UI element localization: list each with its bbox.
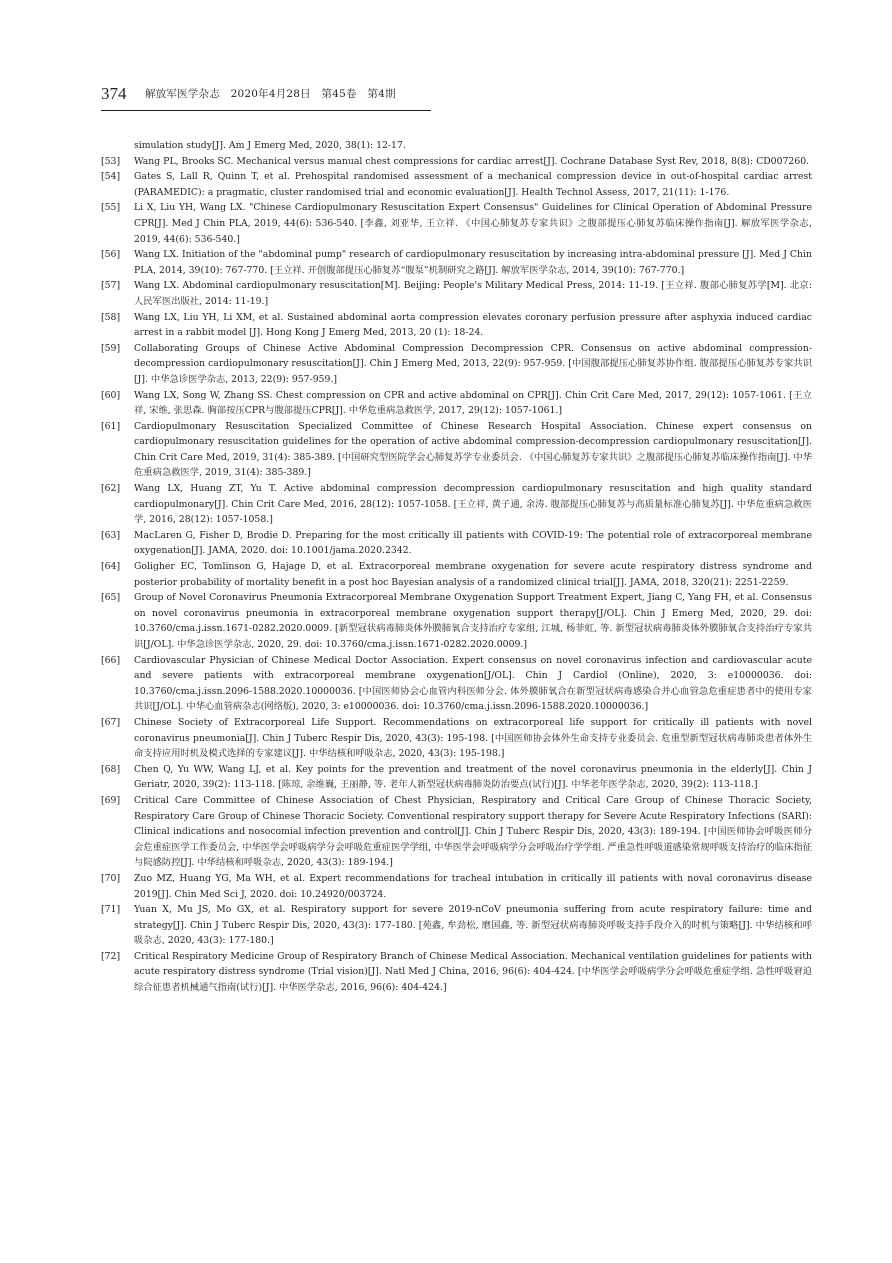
reference-text: MacLaren G, Fisher D, Brodie D. Preparing for the most critically ill patients with COVID-19: The potential role of extracorporeal membrane oxygenation[J]. JAMA, 2020. doi: 10.1001/jama.2020.2342. xyxy=(134,529,812,557)
reference-text: Group of Novel Coronavirus Pneumonia Extracorporeal Membrane Oxygenation Support Treatment Expert, Jiang C, Yang FH, et al. Consensus on novel coronavirus pneumonia in extracorporeal membrane oxygenation support therapy[J/OL]. Chin J Emerg Med, 2020, 29. doi: 10.3760/cma.j.issn.1671-0282.2020.0009. [新型冠状病毒肺炎体外膜肺氧合支持治疗专家组, 江城, 杨菲虹, 等. 新型冠状病毒肺炎体外膜肺氧合支持治疗专家共识[J/OL]. 中华急诊医学杂志, 2020, 29. doi: 10.3760/cma.j.issn.1671-0282.2020.0009.] xyxy=(134,592,812,650)
reference-number: [60] xyxy=(101,389,121,401)
reference-text: Wang LX, Liu YH, Li XM, et al. Sustained abdominal aorta compression elevates coronary perfusion pressure after asphyxia induced cardiac arrest in a rabbit model [J]. Hong Kong J Emerg Med, 2013, 20 (1): 18-24. xyxy=(134,311,812,339)
reference-item xyxy=(101,762,812,793)
reference-item xyxy=(101,247,812,278)
reference-number: [58] xyxy=(101,311,121,323)
running-header xyxy=(101,84,431,111)
reference-text: Wang PL, Brooks SC. Mechanical versus manual chest compressions for cardiac arrest[J]. Cochrane Database Syst Rev, 2018, 8(8): CD007260. xyxy=(134,155,810,167)
page-number: 374 xyxy=(101,84,127,103)
reference-text: Yuan X, Mu JS, Mo GX, et al. Respiratory support for severe 2019-nCoV pneumonia suffering from acute respiratory failure: time and strategy[J]. Chin J Tuberc Respir Dis, 2020, 43(3): 177-180. [苑鑫, 牟劲松, 磨国鑫, 等. 新型冠状病毒肺炎呼吸支持手段介入的时机与策略[J]. 中华结核和呼吸杂志, 2020, 43(3): 177-180.] xyxy=(134,904,812,947)
reference-item xyxy=(101,154,812,170)
reference-text: Cardiopulmonary Resuscitation Specialized Committee of Chinese Research Hospital Association. Chinese expert consensus on cardiopulmonary resuscitation guidelines for the operation of active abdominal compression-decompression cardiopulmonary resuscitation[J]. Chin Crit Care Med, 2019, 31(4): 385-389. [中国研究型医院学会心肺复苏学专业委员会. 《中国心肺复苏专家共识》之腹部提压心肺复苏临床操作指南[J]. 中华危重病急救医学, 2019, 31(4): 385-389.] xyxy=(134,420,812,479)
reference-item xyxy=(101,793,812,871)
reference-text: simulation study[J]. Am J Emerg Med, 2020, 38(1): 12-17. xyxy=(134,140,406,151)
reference-text: Zuo MZ, Huang YG, Ma WH, et al. Expert recommendations for tracheal intubation in critically ill patients with noval coronavirus disease 2019[J]. Chin Med Sci J, 2020. doi: 10.24920/003724. xyxy=(134,872,812,900)
reference-text: Cardiovascular Physician of Chinese Medical Doctor Association. Expert consensus on novel coronavirus infection and cardiovascular acute and severe patients with extracorporeal membrane oxygenation[J/OL]. Chin J Cardiol (Online), 2020, 3: e10000036. doi: 10.3760/cma.j.issn.2096-1588.2020.10000036. [中国医师协会心血管内科医师分会. 体外膜肺氧合在新型冠状病毒感染合并心血管急危重症患者中的使用专家共识[J/OL]. 中华心血管病杂志(网络版), 2020, 3: e10000036. doi: 10.3760/cma.j.issn.2096-1588.2020.10000036.] xyxy=(134,654,812,713)
reference-text: Critical Care Committee of Chinese Association of Chest Physician, Respiratory and Critical Care Group of Chinese Thoracic Society, Respiratory Care Group of Chinese Thoracic Society. Conventional respiratory support therapy for Severe Acute Respiratory Infections (SARI): Clinical indications and nosocomial infection prevention and control[J]. Chin J Tuberc Respir Dis, 2020, 43(3): 189-194. [中国医师协会呼吸医师分会危重症医学工作委员会, 中华医学会呼吸病学分会呼吸危重症医学学组, 中华医学会呼吸病学分会呼吸治疗学学组. 严重急性呼吸道感染常规呼吸支持治疗的临床指征与院感防控[J]. 中华结核和呼吸杂志, 2020, 43(3): 189-194.] xyxy=(134,794,812,869)
reference-item xyxy=(101,341,812,388)
reference-text: Goligher EC, Tomlinson G, Hajage D, et al. Extracorporeal membrane oxygenation for severe acute respiratory distress syndrome and posterior probability of mortality benefit in a post hoc Bayesian analysis of a randomized clinical trial[J]. JAMA, 2018, 320(21): 2251-2259. xyxy=(134,561,812,588)
journal-info: 解放军医学杂志 2020年4月28日 第45卷 第4期 xyxy=(145,88,396,100)
reference-number: [71] xyxy=(101,904,121,916)
reference-item xyxy=(101,200,812,247)
reference-number: [57] xyxy=(101,280,121,292)
reference-number: [63] xyxy=(101,529,121,541)
reference-text: Chinese Society of Extracorporeal Life Support. Recommendations on extracorporeal life support for critically ill patients with novel coronavirus pneumonia[J]. Chin J Tuberc Respir Dis, 2020, 43(3): 195-198. [中国医师协会体外生命支持专业委员会. 危重型新型冠状病毒肺炎患者体外生命支持应用时机及模式选择的专家建议[J]. 中华结核和呼吸杂志, 2020, 43(3): 195-198.] xyxy=(134,716,812,760)
reference-item xyxy=(101,169,812,200)
reference-item xyxy=(101,278,812,309)
reference-item xyxy=(101,949,812,996)
reference-item xyxy=(101,138,812,154)
reference-number: [54] xyxy=(101,171,121,183)
reference-item xyxy=(101,419,812,481)
reference-text: Wang LX, Song W, Zhang SS. Chest compression on CPR and active abdominal on CPR[J]. Chin Crit Care Med, 2017, 29(12): 1057-1061. [王立祥, 宋维, 张思森. 胸部按压CPR与腹部提压CPR[J]. 中华危重病急救医学, 2017, 29(12): 1057-1061.] xyxy=(134,389,812,417)
reference-text: Wang LX. Abdominal cardiopulmonary resuscitation[M]. Beijing: People's Military Medical Press, 2014: 11-19. [王立祥. 腹部心肺复苏学[M]. 北京: 人民军医出版社, 2014: 11-19.] xyxy=(134,280,812,307)
reference-number: [55] xyxy=(101,202,121,214)
reference-text: Li X, Liu YH, Wang LX. "Chinese Cardiopulmonary Resuscitation Expert Consensus" Guidelines for Clinical Operation of Abdominal Pressure CPR[J]. Med J Chin PLA, 2019, 44(6): 536-540. [李鑫, 刘亚华, 王立祥. 《中国心肺复苏专家共识》之腹部提压心肺复苏临床操作指南[J]. 解放军医学杂志, 2019, 44(6): 536-540.] xyxy=(134,202,812,245)
reference-item xyxy=(101,715,812,762)
reference-item xyxy=(101,590,812,652)
reference-number: [66] xyxy=(101,654,121,666)
reference-text: Wang LX. Initiation of the "abdominal pump" research of cardiopulmonary resuscitation by increasing intra-abdominal pressure [J]. Med J Chin PLA, 2014, 39(10): 767-770. [王立祥. 开创腹部提压心肺复苏“腹泵”机制研究之路[J]. 解放军医学杂志, 2014, 39(10): 767-770.] xyxy=(134,249,812,276)
reference-item xyxy=(101,902,812,949)
reference-number: [65] xyxy=(101,592,121,604)
reference-item xyxy=(101,559,812,590)
reference-text: Chen Q, Yu WW, Wang LJ, et al. Key points for the prevention and treatment of the novel coronavirus pneumonia in the elderly[J]. Chin J Geriatr, 2020, 39(2): 113-118. [陈琼, 余维巍, 王丽静, 等. 老年人新型冠状病毒肺炎防治要点(试行)[J]. 中华老年医学杂志, 2020, 39(2): 113-118.] xyxy=(134,763,812,791)
reference-item xyxy=(101,310,812,341)
reference-number: [59] xyxy=(101,342,121,354)
reference-text: Gates S, Lall R, Quinn T, et al. Prehospital randomised assessment of a mechanical compression device in out-of-hospital cardiac arrest (PARAMEDIC): a pragmatic, cluster randomised trial and economic evaluation[J]. Health Technol Assess, 2017, 21(11): 1-176. xyxy=(134,171,812,198)
reference-item xyxy=(101,653,812,715)
reference-number: [56] xyxy=(101,249,121,261)
reference-text: Collaborating Groups of Chinese Active Abdominal Compression Decompression CPR. Consensus on active abdominal compression-decompression cardiopulmonary resuscitation[J]. Chin J Emerg Med, 2013, 22(9): 957-959. [中国腹部提压心肺复苏协作组. 腹部提压心肺复苏专家共识[J]. 中华急诊医学杂志, 2013, 22(9): 957-959.] xyxy=(134,342,812,385)
reference-number: [61] xyxy=(101,420,121,432)
reference-number: [53] xyxy=(101,155,121,167)
reference-number: [72] xyxy=(101,950,121,962)
reference-number: [67] xyxy=(101,716,121,728)
reference-number: [69] xyxy=(101,794,121,806)
reference-item xyxy=(101,481,812,528)
reference-list xyxy=(101,138,812,996)
reference-item xyxy=(101,388,812,419)
reference-text: Wang LX, Huang ZT, Yu T. Active abdominal compression decompression cardiopulmonary resuscitation and high quality standard cardiopulmonary[J]. Chin Crit Care Med, 2016, 28(12): 1057-1058. [王立祥, 黄子通, 余涛. 腹部提压心肺复苏与高质量标准心肺复苏[J]. 中华危重病急救医学, 2016, 28(12): 1057-1058.] xyxy=(134,483,812,526)
reference-number: [68] xyxy=(101,763,121,775)
reference-number: [64] xyxy=(101,561,121,573)
reference-text: Critical Respiratory Medicine Group of Respiratory Branch of Chinese Medical Association. Mechanical ventilation guidelines for patients with acute respiratory distress syndrome (Trial vision)[J]. Natl Med J China, 2016, 96(6): 404-424. [中华医学会呼吸病学分会呼吸危重症学组. 急性呼吸窘迫综合征患者机械通气指南(试行)[J]. 中华医学杂志, 2016, 96(6): 404-424.] xyxy=(134,950,812,994)
reference-item xyxy=(101,528,812,559)
reference-number: [70] xyxy=(101,872,121,884)
reference-number: [62] xyxy=(101,483,121,495)
reference-item xyxy=(101,871,812,902)
